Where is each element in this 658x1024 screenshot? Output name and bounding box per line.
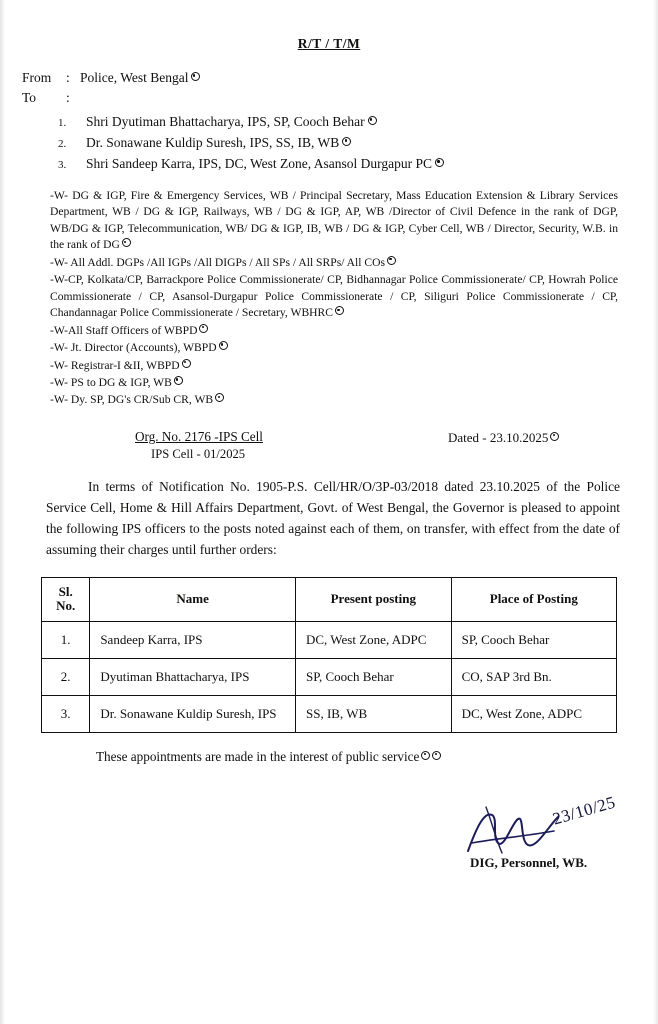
ink-dot-icon — [215, 393, 224, 402]
table-row — [42, 621, 617, 658]
table-head — [42, 577, 617, 621]
copy-line-text: -W- DG & IGP, Fire & Emergency Services, WB / Principal Secretary, Mass Education Extension & Library Services Department, WB / DG & IGP, Railways, WB / DG & IGP, AP, WB /Director of Civil Defence in the rank of DGP, WB/DG & IGP, Telecommunication, WB/ DG & IGP, IB, WB / DG & IGP, Cyber Cell, WB / Director, Security, W.B. in the rank of DG — [50, 189, 618, 252]
copy-line — [50, 358, 618, 374]
ips-cell-number: IPS Cell - 01/2025 — [151, 446, 246, 461]
ink-dot-icon — [199, 324, 208, 333]
ink-dot-icon — [368, 116, 377, 125]
list-item — [58, 114, 658, 130]
copy-line — [50, 323, 618, 339]
copy-line — [50, 392, 618, 408]
from-to-block — [0, 70, 658, 106]
ink-dot-icon — [435, 158, 444, 167]
order-date-text: Dated - 23.10.2025 — [448, 429, 549, 445]
signature-area — [0, 792, 658, 889]
ink-dot-icon — [174, 376, 183, 385]
slno-line1: Sl. — [58, 583, 73, 599]
list-item — [58, 135, 658, 151]
column-header-place-of-posting: Place of Posting — [451, 577, 616, 621]
signatory-designation: DIG, Personnel, WB. — [470, 854, 588, 870]
cell-name: Sandeep Karra, IPS — [90, 621, 296, 658]
ink-dot-icon — [191, 72, 200, 81]
copy-line-text: -W- All Addl. DGPs /All IGPs /All DIGPs / All SPs / All SRPs/ All COs — [50, 255, 386, 269]
ink-dot-icon — [342, 137, 351, 146]
cell-present-posting: SS, IB, WB — [295, 695, 451, 732]
cell-name: Dr. Sonawane Kuldip Suresh, IPS — [90, 695, 296, 732]
recipient-text — [86, 135, 658, 151]
copy-line-text: -W-All Staff Officers of WBPD — [50, 323, 198, 337]
recipient-text — [86, 114, 658, 130]
ink-dot-icon — [387, 256, 396, 265]
copy-line — [50, 375, 618, 391]
ink-dot-icon — [432, 751, 441, 760]
recipient-text-value: Shri Dyutiman Bhattacharya, IPS, SP, Cooch Behar — [86, 114, 365, 129]
cell-slno: 1. — [42, 621, 90, 658]
cell-name: Dyutiman Bhattacharya, IPS — [90, 658, 296, 695]
cell-place-of-posting: DC, West Zone, ADPC — [451, 695, 616, 732]
ink-dot-icon — [219, 341, 228, 350]
ink-dot-icon — [182, 359, 191, 368]
order-number: Org. No. 2176 -IPS Cell — [135, 428, 263, 444]
table-row — [42, 695, 617, 732]
copy-line-text: -W- PS to DG & IGP, WB — [50, 375, 172, 389]
table-row — [42, 658, 617, 695]
cell-place-of-posting: CO, SAP 3rd Bn. — [451, 658, 616, 695]
from-value-text: Police, West Bengal — [80, 70, 189, 85]
slno-line2: No. — [56, 598, 76, 614]
ink-dot-icon — [421, 751, 430, 760]
copy-line — [50, 188, 618, 254]
copy-line-text: -W- Dy. SP, DG's CR/Sub CR, WB — [50, 393, 214, 407]
to-label: To — [22, 90, 37, 105]
column-header-name: Name — [90, 577, 296, 621]
recipient-list — [0, 114, 658, 172]
to-row — [22, 90, 658, 106]
to-colon: : — [66, 90, 70, 105]
from-value — [80, 70, 658, 86]
recipient-number: 1. — [58, 117, 67, 129]
document-heading: R/T / T/M — [297, 36, 361, 51]
recipient-number: 3. — [58, 159, 67, 171]
postings-table — [41, 577, 617, 733]
cell-present-posting: SP, Cooch Behar — [295, 658, 451, 695]
copy-line-text: -W-CP, Kolkata/CP, Barrackpore Police Commissionerate/ CP, Bidhannagar Police Commissionerate/ CP, Howrah Police Commissionerate / CP, Asansol-Durgapur Police Commissionerate / CP, Siliguri Police Commissionerate / CP, Chandannagar Police Commissionerate / Secretary, WBHRC — [50, 273, 618, 320]
order-number-block — [50, 429, 448, 462]
from-colon: : — [66, 70, 70, 85]
closing-statement-text: These appointments are made in the interest of public service — [96, 748, 420, 764]
cell-slno: 3. — [42, 695, 90, 732]
closing-statement — [0, 749, 658, 765]
recipient-number: 2. — [58, 138, 67, 150]
signature-date: 23/10/25 — [550, 792, 618, 829]
recipient-text — [86, 156, 658, 172]
body-paragraph: In terms of Notification No. 1905-P.S. Cell/HR/O/3P-03/2018 dated 23.10.2025 of the Police Service Cell, Home & Hill Affairs Department, Govt. of West Bengal, the Governor is pleased to appoint the following IPS officers to the posts noted against each of them, on transfer, with effect from the date of assuming their charges until further orders: — [46, 478, 620, 558]
copies-block — [0, 188, 658, 409]
recipient-text-value: Shri Sandeep Karra, IPS, DC, West Zone, Asansol Durgapur PC — [86, 156, 433, 171]
column-header-slno — [42, 577, 90, 621]
order-date — [448, 429, 618, 446]
table-body — [42, 621, 617, 732]
column-header-present-posting: Present posting — [295, 577, 451, 621]
cell-present-posting: DC, West Zone, ADPC — [295, 621, 451, 658]
from-label: From — [22, 70, 52, 85]
ink-dot-icon — [122, 238, 131, 247]
order-number-row — [0, 429, 658, 462]
recipient-text-value: Dr. Sonawane Kuldip Suresh, IPS, SS, IB, WB — [86, 135, 340, 150]
ink-dot-icon — [335, 306, 344, 315]
cell-slno: 2. — [42, 658, 90, 695]
table-header-row — [42, 577, 617, 621]
cell-place-of-posting: SP, Cooch Behar — [451, 621, 616, 658]
copy-line — [50, 272, 618, 321]
from-row — [22, 70, 658, 86]
copy-line — [50, 340, 618, 356]
list-item — [58, 156, 658, 172]
copy-line-text: -W- Jt. Director (Accounts), WBPD — [50, 341, 217, 355]
ink-dot-icon — [550, 432, 559, 441]
copy-line-text: -W- Registrar-I &II, WBPD — [50, 358, 180, 372]
copy-line — [50, 255, 618, 271]
